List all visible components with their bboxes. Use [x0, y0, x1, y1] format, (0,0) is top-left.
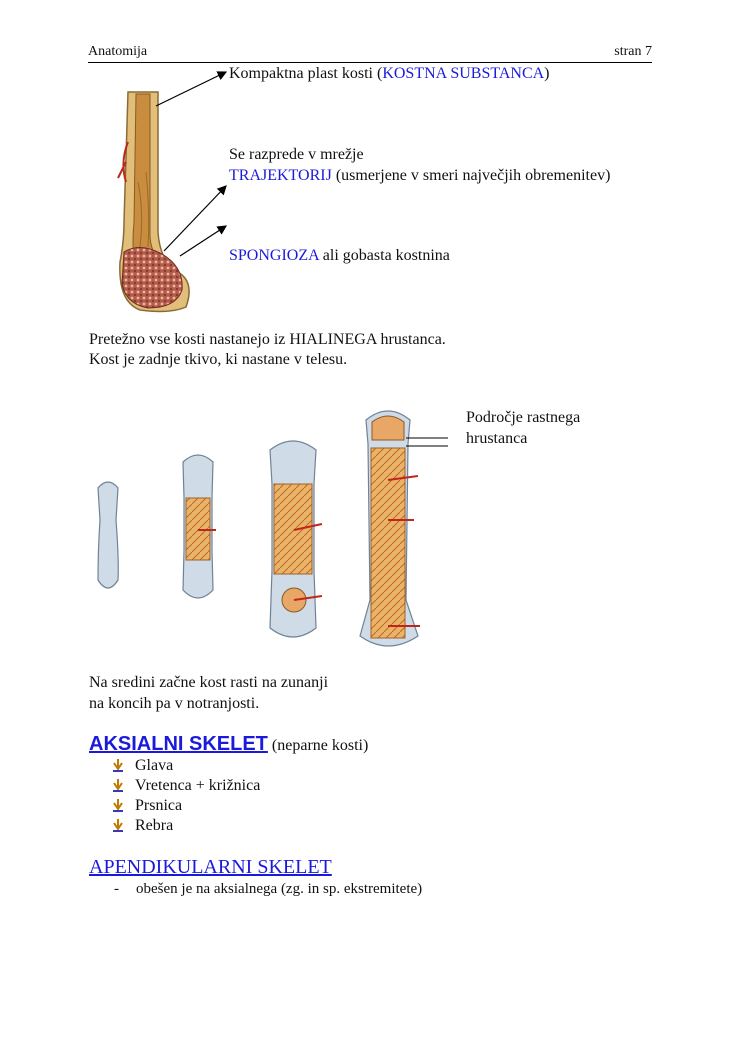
label-compact-suffix: ): [544, 65, 550, 82]
bullet-arrow-icon: [111, 819, 125, 833]
bullet-arrow-icon: [111, 799, 125, 813]
axial-list: [111, 756, 260, 836]
label-spongioza-rest: ali gobasta kostnina: [318, 247, 450, 264]
list-item-label: Vretenca + križnica: [135, 777, 261, 794]
paragraph-hyaline-line1: Pretežno vse kosti nastanejo iz HIALINEGA hrustanca.: [89, 331, 446, 348]
list-item: [111, 816, 260, 836]
growth-zone-arrows: [406, 408, 448, 470]
section-axial-skeleton: [89, 733, 368, 756]
label-compact-prefix: Kompaktna plast kosti (: [229, 65, 383, 82]
document-title: Anatomija: [88, 44, 148, 59]
appendicular-list-item: [114, 881, 422, 898]
bone-growth-stages-illustration: [88, 400, 448, 660]
list-item-label: Glava: [135, 757, 174, 774]
label-compact-layer: [229, 64, 550, 84]
term-kostna-substanca: KOSTNA SUBSTANCA: [382, 65, 545, 82]
heading-appendicular-skeleton[interactable]: APENDIKULARNI SKELET: [89, 856, 332, 878]
label-growth-plate-line2: hrustanca: [466, 430, 528, 447]
bullet-arrow-icon: [111, 779, 125, 793]
paragraph-growth-line2: na koncih pa v notranjosti.: [89, 695, 260, 712]
list-item: [111, 796, 260, 816]
term-spongioza: SPONGIOZA: [229, 247, 319, 264]
term-trajektorij: TRAJEKTORIJ: [229, 167, 332, 184]
list-item-label: Prsnica: [135, 797, 183, 814]
stage-2-bone: [183, 455, 216, 598]
list-item: [111, 756, 260, 776]
label-trajectories: [229, 166, 610, 186]
bullet-arrow-icon: [111, 759, 125, 773]
list-item-label: obešen je na aksialnega (zg. in sp. ekstremitete): [136, 881, 423, 897]
list-item-label: Rebra: [135, 817, 174, 834]
list-item: [111, 776, 260, 796]
heading-axial-skeleton[interactable]: AKSIALNI SKELET: [89, 733, 268, 755]
label-arrows: [150, 66, 235, 266]
axial-note: (neparne kosti): [267, 737, 369, 754]
page-number: stran 7: [614, 44, 652, 59]
label-network-line1: Se razprede v mrežje: [229, 146, 364, 163]
label-trajectories-rest: (usmerjene v smeri največjih obremenitev): [331, 167, 611, 184]
page-header: [88, 44, 652, 63]
stage-3-bone: [270, 441, 322, 637]
label-growth-plate-line1: Področje rastnega: [466, 409, 581, 426]
paragraph-growth-line1: Na sredini začne kost rasti na zunanji: [89, 674, 329, 691]
dash-bullet: -: [114, 881, 119, 897]
stage-1-cartilage: [98, 482, 118, 588]
paragraph-hyaline-line2: Kost je zadnje tkivo, ki nastane v telesu.: [89, 351, 348, 368]
label-spongioza: [229, 246, 450, 266]
